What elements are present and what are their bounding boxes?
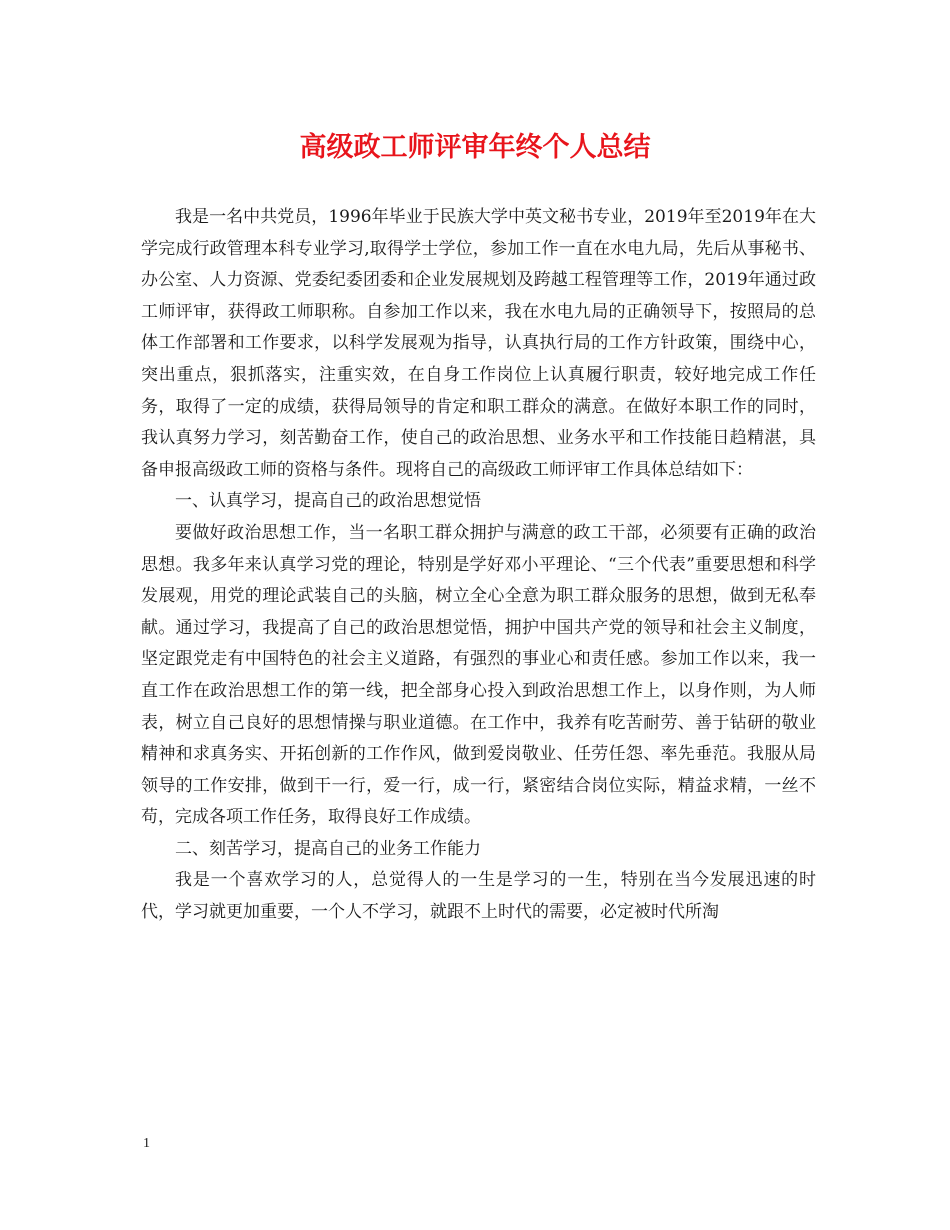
paragraph-intro: 我是一名中共党员，1996年毕业于民族大学中英文秘书专业，2019年至2019年在大学完成行政管理本科专业学习,取得学士学位，参加工作一直在水电九局，先后从事秘书、办公室、人力资源、党委纪委团委和企业发展规划及跨越工程管理等工作，2019年通过政工师评审，获得政工师职称。自参加工作以来，我在水电九局的正确领导下，按照局的总体工作部署和工作要求，以科学发展观为指导，认真执行局的工作方针政策，围绕中心，突出重点，狠抓落实，注重实效，在自身工作岗位上认真履行职责，较好地完成工作任务，取得了一定的成绩，获得局领导的肯定和职工群众的满意。在做好本职工作的同时，我认真努力学习，刻苦勤奋工作，使自己的政治思想、业务水平和工作技能日趋精湛，具备申报高级政工师的资格与条件。现将自己的高级政工师评审工作具体总结如下：: [141, 207, 816, 480]
document-title: 高级政工师评审年终个人总结: [299, 132, 651, 163]
paragraph-section-1: 要做好政治思想工作，当一名职工群众拥护与满意的政工干部，必须要有正确的政治思想。我多年来认真学习党的理论，特别是学好邓小平理论、“三个代表”重要思想和科学发展观，用党的理论武装自己的头脑，树立全心全意为职工群众服务的思想，做到无私奉献。通过学习，我提高了自己的政治思想觉悟，拥护中国共产党的领导和社会主义制度，坚定跟党走有中国特色的社会主义道路，有强烈的事业心和责任感。参加工作以来，我一直工作在政治思想工作的第一线，把全部身心投入到政治思想工作上，以身作则，为人师表，树立自己良好的思想情操与职业道德。在工作中，我养有吃苦耐劳、善于钻研的敬业精神和求真务实、开拓创新的工作作风，做到爱岗敬业、任劳任怨、率先垂范。我服从局领导的工作安排，做到干一行，爱一行，成一行，紧密结合岗位实际，精益求精，一丝不苟，完成各项工作任务，取得良好工作成绩。: [141, 522, 816, 828]
section-heading-1: 一、认真学习，提高自己的政治思想觉悟: [175, 491, 481, 512]
section-heading-2: 二、刻苦学习，提高自己的业务工作能力: [175, 838, 481, 859]
page-number: 1: [143, 1136, 150, 1151]
document-body: [141, 202, 816, 929]
paragraph-section-2: 我是一个喜欢学习的人，总觉得人的一生是学习的一生，特别在当今发展迅速的时代，学习就更加重要，一个人不学习，就跟不上时代的需要，必定被时代所淘: [141, 870, 816, 923]
